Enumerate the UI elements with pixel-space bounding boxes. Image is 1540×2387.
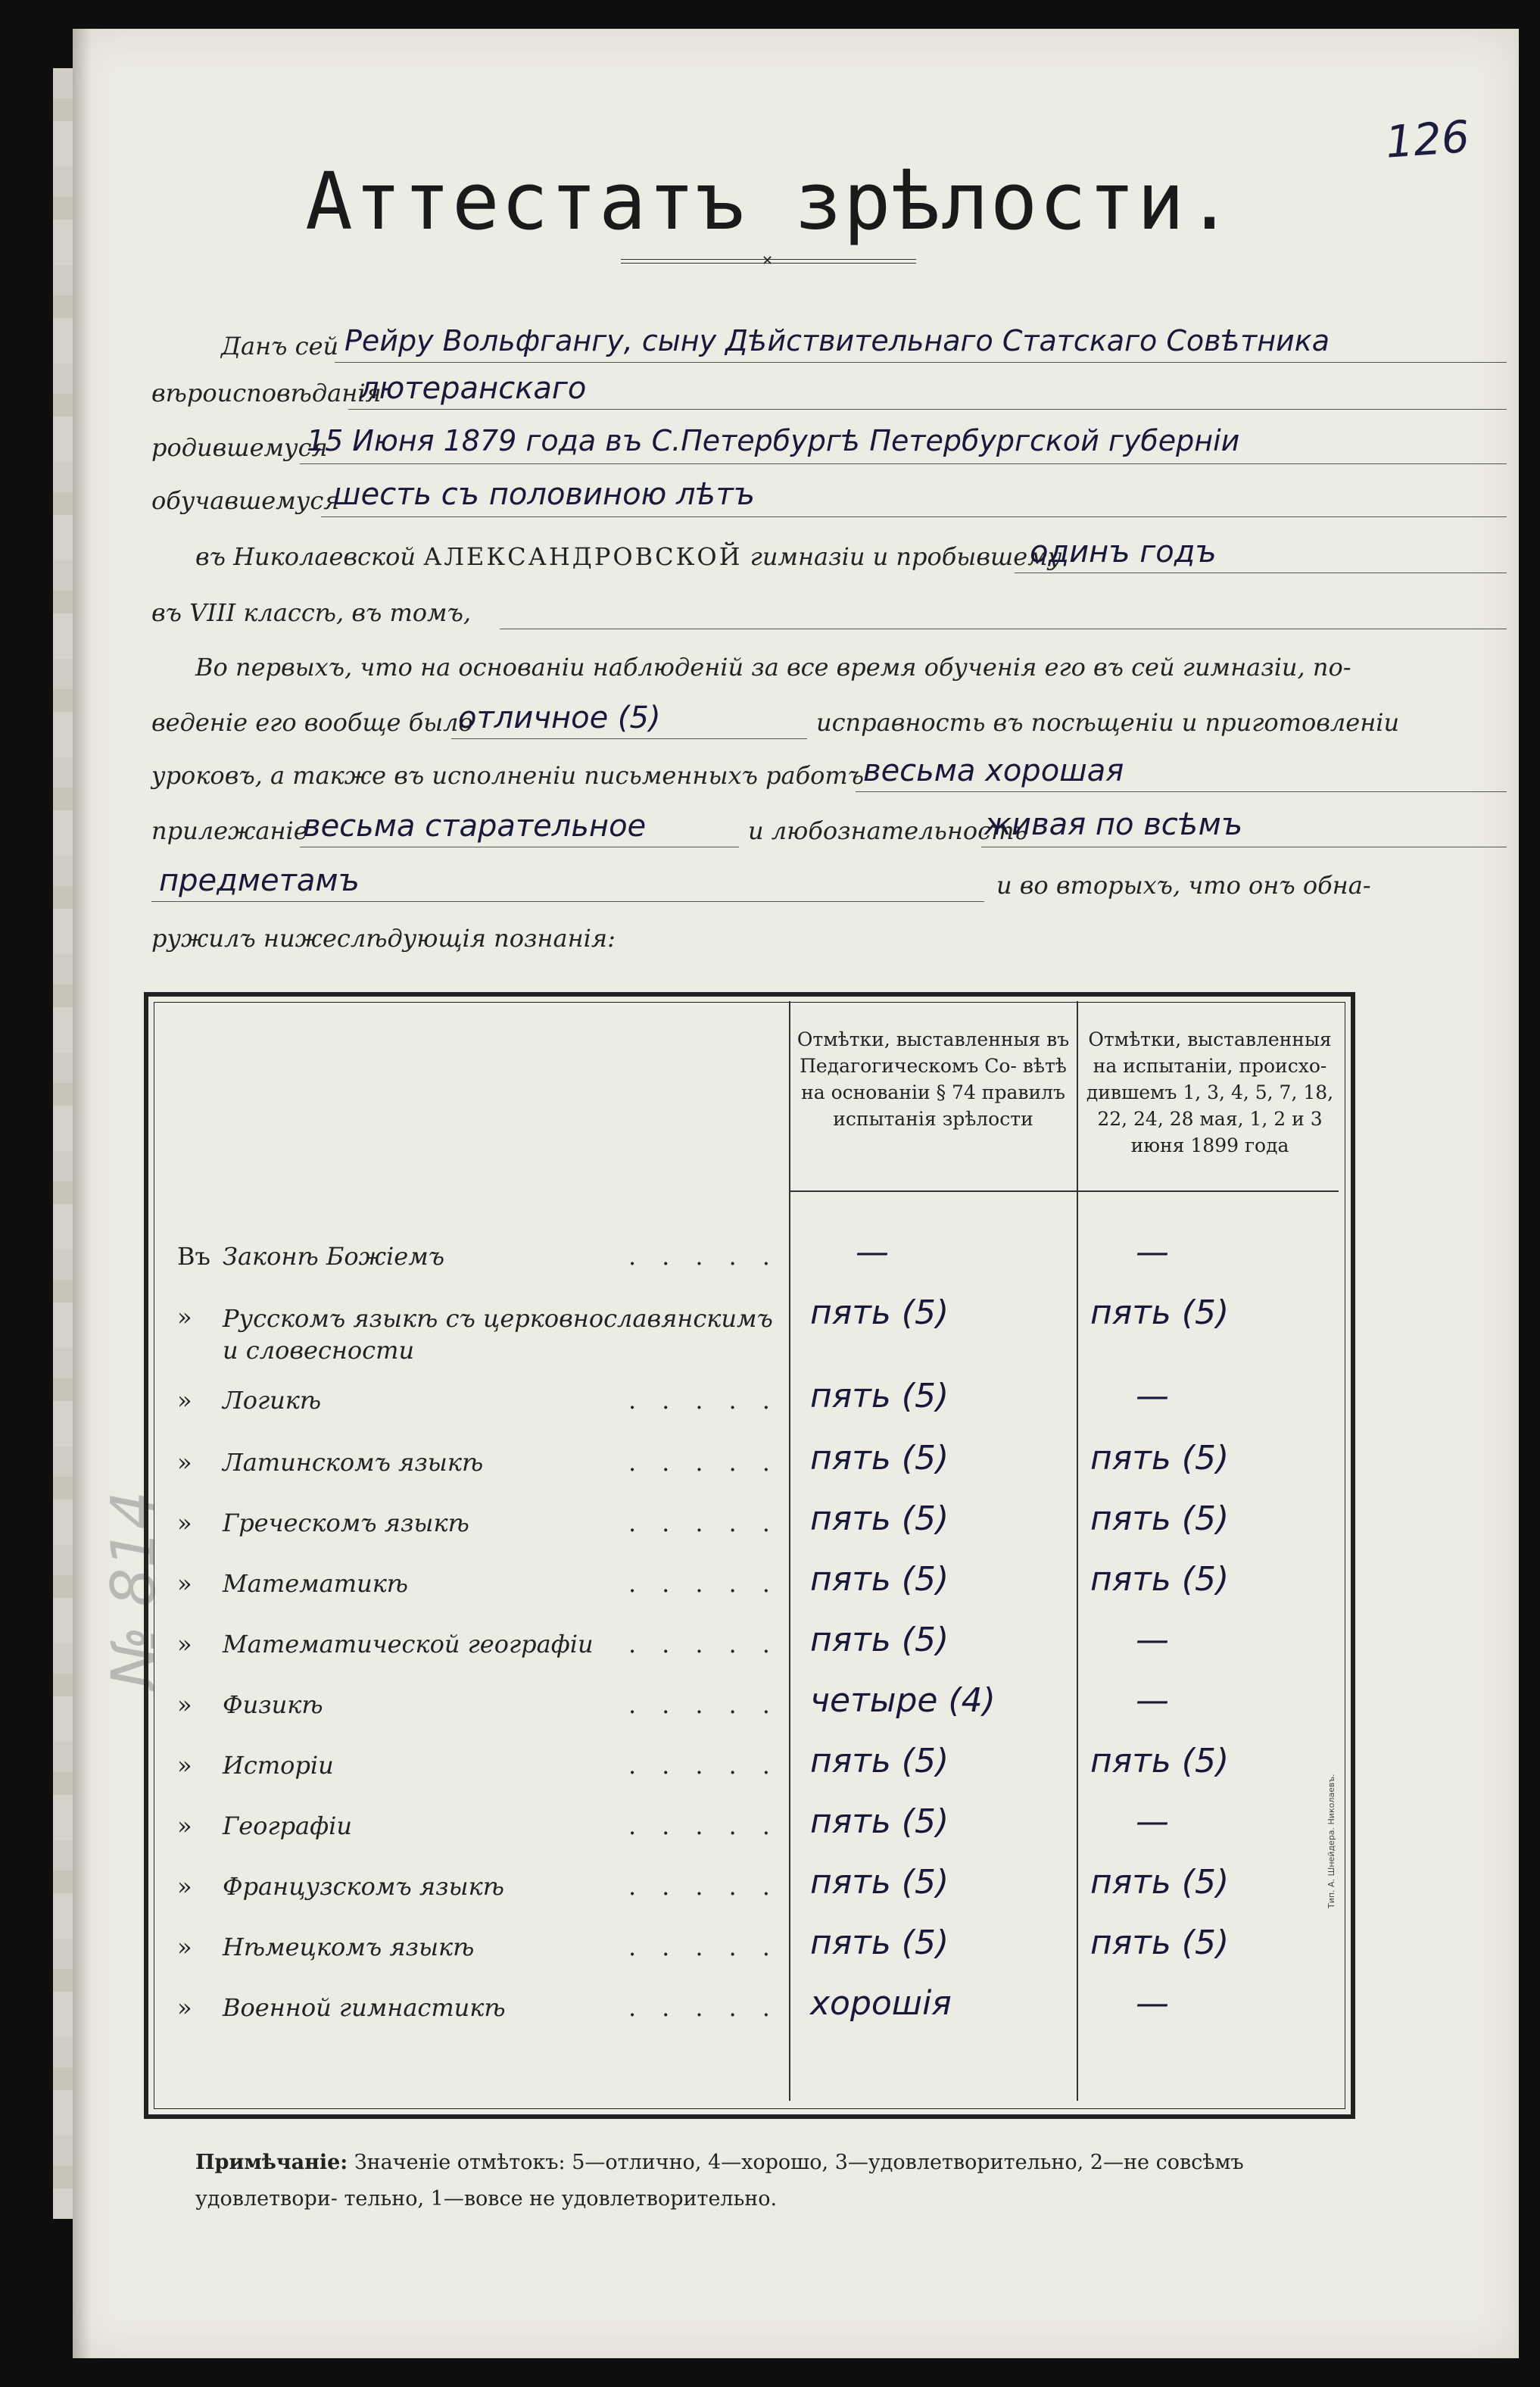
subject-marker: » — [177, 1993, 192, 2022]
subject-name: Физикѣ — [223, 1690, 323, 1719]
grading-note — [195, 2145, 1331, 2217]
exam-grade: — — [1136, 1802, 1169, 1841]
leader-dots: ..... — [628, 1751, 796, 1780]
subject-name: Русскомъ языкѣ съ церковнославянскимъ и словесности — [223, 1304, 773, 1365]
note-label: Примѣчаніе: — [195, 2151, 348, 2174]
gymnasium-prefix: въ Николаевской — [195, 542, 416, 571]
leader-dots: ..... — [628, 1993, 796, 2022]
religion-label: вѣроисповѣданія — [151, 379, 382, 407]
council-grade: пять (5) — [810, 1377, 949, 1415]
exam-grade: пять (5) — [1090, 1560, 1230, 1599]
council-grade: пять (5) — [810, 1621, 949, 1659]
leader-dots: ..... — [628, 1811, 796, 1840]
body-line-1: Во первыхъ, что на основаніи наблюденій за все время обученія его въ сей гимназіи, по- — [195, 653, 1351, 682]
subject-name: Французскомъ языкѣ — [223, 1872, 504, 1901]
stayed-value: одинъ годъ — [1030, 535, 1217, 569]
religion-line — [348, 409, 1507, 410]
council-grade: пять (5) — [810, 1499, 949, 1538]
archive-page-number: 126 — [1383, 111, 1471, 168]
subject-marker: » — [177, 1933, 192, 1961]
subject-row-label — [177, 1751, 334, 1780]
subject-row-label — [177, 1303, 775, 1366]
council-grade: пять (5) — [810, 1439, 949, 1477]
zeal-value: весьма старательное — [303, 809, 647, 844]
council-grade: пять (5) — [810, 1293, 949, 1332]
subject-marker: » — [177, 1751, 192, 1780]
exam-grade: — — [1136, 1233, 1169, 1272]
subject-name: Логикѣ — [223, 1386, 322, 1415]
council-grade: — — [856, 1233, 889, 1272]
born-label: родившемуся — [151, 433, 328, 462]
class-label: въ VIII классѣ, въ томъ, — [151, 598, 472, 627]
subject-row-label — [177, 1811, 352, 1840]
subject-name: Законѣ Божіемъ — [223, 1242, 445, 1271]
subject-row-label — [177, 1933, 474, 1961]
archive-stamp-number: № 814 — [98, 1490, 169, 1689]
exam-grade: пять (5) — [1090, 1924, 1230, 1962]
subject-name: Нѣмецкомъ языкѣ — [223, 1933, 475, 1961]
leader-dots: ..... — [628, 1872, 796, 1901]
subjects-value: предметамъ — [159, 863, 360, 898]
table-divider-2 — [1077, 1001, 1078, 2101]
subject-marker: » — [177, 1303, 192, 1331]
curiosity-label: и любознательность — [748, 816, 1027, 845]
knowledge-text: ружилъ нижеслѣдующія познанія: — [151, 924, 616, 953]
council-column-header: Отмѣтки, выставленныя въ Педагогическомъ Со- вѣтѣ на основаніи § 74 правилъ испытанія зрѣлости — [796, 1028, 1070, 1130]
gymnasium-suffix: гимназіи и пробывшему — [750, 542, 1062, 571]
issued-line — [335, 362, 1507, 363]
behavior-label: веденіе его вообще было — [151, 708, 473, 737]
gymnasium-name: АЛЕКСАНДРОВСКОЙ — [423, 542, 743, 571]
exam-grade: пять (5) — [1090, 1742, 1230, 1780]
council-grade: пять (5) — [810, 1924, 949, 1962]
subject-row-label — [177, 1630, 594, 1658]
subject-row-label — [177, 1993, 506, 2022]
page-fold-shadow — [73, 29, 91, 2358]
attendance-text: исправность въ посѣщеніи и приготовленіи — [816, 708, 1400, 737]
printer-mark: Тип. А. Шнейдера. Николаевъ. — [1326, 1774, 1336, 1908]
gymnasium-line — [195, 542, 1061, 571]
behavior-value: отличное (5) — [458, 700, 661, 735]
table-header-rule — [789, 1190, 1339, 1192]
religion-value: лютеранскаго — [360, 371, 587, 406]
exam-grade: пять (5) — [1090, 1863, 1230, 1902]
curiosity-value: живая по всѣмъ — [984, 807, 1243, 842]
title-ornament: ✕ — [621, 259, 916, 264]
council-grade: пять (5) — [810, 1560, 949, 1599]
subject-row-label — [177, 1872, 504, 1901]
born-line — [300, 463, 1507, 464]
subject-row-label — [177, 1690, 323, 1719]
studied-line — [321, 516, 1507, 517]
subject-marker: » — [177, 1690, 192, 1719]
subject-row-label — [177, 1448, 483, 1477]
leader-dots: ..... — [628, 1509, 796, 1537]
exam-column-header: Отмѣтки, выставленныя на испытаніи, происхо- дившемъ 1, 3, 4, 5, 7, 18, 22, 24, 28 мая, 1, 2 и 3 июня 1899 года — [1086, 1028, 1334, 1156]
exam-grade: — — [1136, 1377, 1169, 1415]
lessons-line — [856, 791, 1507, 792]
issued-value: Рейру Вольфгангу, сыну Дѣйствительнаго Статскаго Совѣтника — [344, 324, 1330, 357]
document-title: Аттестатъ зрѣлости. — [305, 155, 1235, 248]
subject-row-label — [177, 1386, 321, 1415]
leader-dots: ..... — [628, 1933, 796, 1961]
subject-row-label — [177, 1242, 444, 1271]
exam-grade: — — [1136, 1681, 1169, 1720]
exam-grade: пять (5) — [1090, 1439, 1230, 1477]
studied-label: обучавшемуся — [151, 486, 340, 515]
subject-name: Латинскомъ языкѣ — [223, 1448, 484, 1477]
exam-grade: — — [1136, 1984, 1169, 2023]
subject-marker: » — [177, 1630, 192, 1658]
born-value: 15 Июня 1879 года въ С.Петербургѣ Петербургской губерніи — [307, 424, 1240, 457]
exam-grade: — — [1136, 1621, 1169, 1659]
leader-dots: ..... — [628, 1569, 796, 1598]
subject-marker: » — [177, 1569, 192, 1598]
behavior-line — [451, 738, 807, 739]
subject-name: Географіи — [223, 1811, 353, 1840]
exam-grade: пять (5) — [1090, 1499, 1230, 1538]
leader-dots: ..... — [628, 1448, 796, 1477]
council-grade: пять (5) — [810, 1802, 949, 1841]
subject-marker: » — [177, 1386, 192, 1415]
council-grade: четыре (4) — [810, 1681, 996, 1720]
subject-name: Военной гимнастикѣ — [223, 1993, 506, 2022]
subject-name: Математикѣ — [223, 1569, 409, 1598]
secondly-text: и во вторыхъ, что онъ обна- — [996, 871, 1371, 900]
subject-marker: » — [177, 1509, 192, 1537]
subject-marker: » — [177, 1811, 192, 1840]
exam-grade: пять (5) — [1090, 1293, 1230, 1332]
issued-label: Данъ сей — [221, 332, 339, 360]
subject-marker: » — [177, 1448, 192, 1477]
council-grade: пять (5) — [810, 1863, 949, 1902]
subject-row-label — [177, 1569, 408, 1598]
note-text: Значеніе отмѣтокъ: 5—отлично, 4—хорошо, 3—удовлетворительно, 2—не совсѣмъ удовлетвори- тельно, 1—вовсе не удовлетворительно. — [195, 2151, 1244, 2211]
lessons-label: уроковъ, а также въ исполненіи письменныхъ работъ — [151, 761, 865, 790]
subject-name: Исторіи — [223, 1751, 334, 1780]
lessons-value: весьма хорошая — [863, 754, 1124, 788]
subject-marker: Въ — [177, 1242, 210, 1271]
subject-name: Математической географіи — [223, 1630, 594, 1658]
council-grade: хорошія — [810, 1984, 952, 2023]
leader-dots: ..... — [628, 1690, 796, 1719]
leader-dots: ..... — [628, 1630, 796, 1658]
council-grade: пять (5) — [810, 1742, 949, 1780]
subject-marker: » — [177, 1872, 192, 1901]
leader-dots: ..... — [628, 1386, 796, 1415]
subject-name: Греческомъ языкѣ — [223, 1509, 469, 1537]
subject-row-label — [177, 1509, 469, 1537]
zeal-label: прилежаніе — [151, 816, 308, 845]
leader-dots: ..... — [628, 1242, 796, 1271]
subjects-line — [151, 901, 984, 902]
studied-value: шесть съ половиною лѣтъ — [333, 477, 756, 512]
